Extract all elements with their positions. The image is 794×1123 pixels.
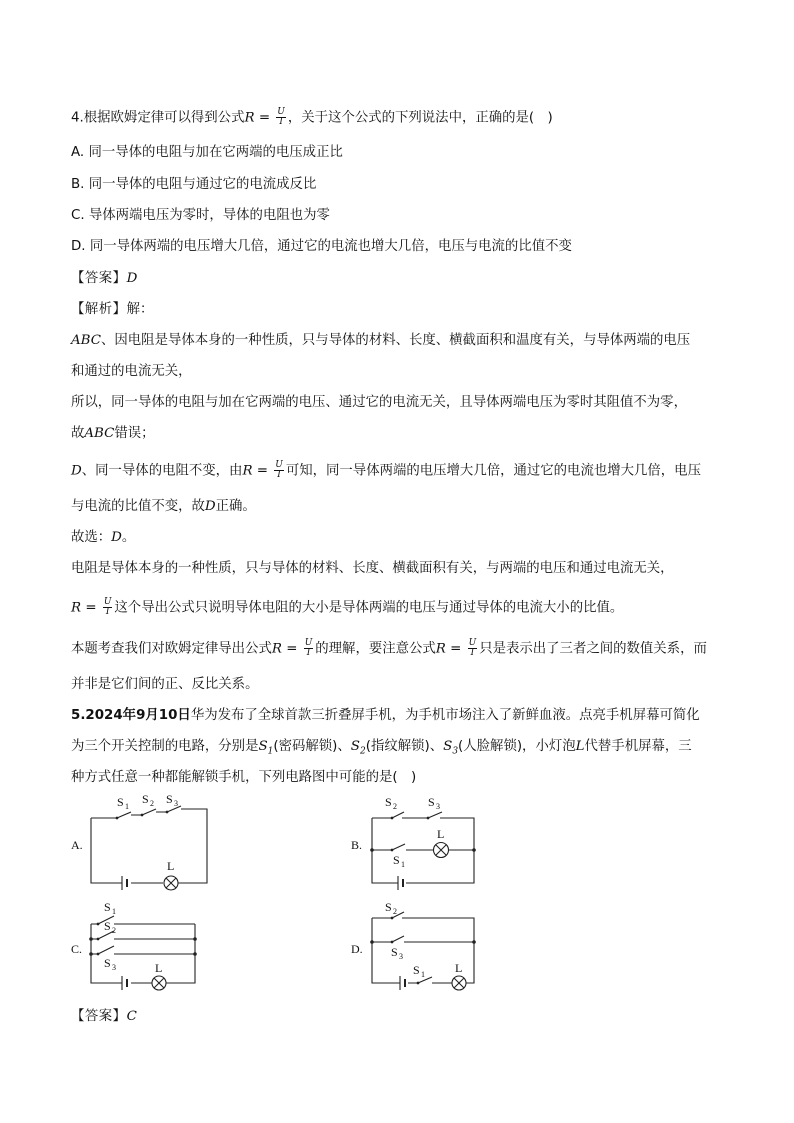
lamp-label: L	[167, 859, 175, 873]
fraction-denominator: I	[277, 470, 281, 480]
analysis-head: 解：	[126, 302, 154, 317]
switch-s2-sub: 2	[359, 746, 366, 757]
answer-value: C	[126, 1009, 137, 1024]
label-s: S	[391, 945, 398, 959]
option-d-label: D.	[351, 942, 363, 956]
formula-R: R	[242, 463, 253, 479]
label-s: S	[104, 956, 111, 970]
formula-R: R	[71, 600, 82, 616]
q5-text: 代替手机屏幕，三	[584, 739, 692, 754]
switch-s2	[142, 809, 156, 815]
fraction-denominator: I	[470, 648, 475, 658]
analysis-line-2: 和通过的电流无关，	[71, 364, 192, 379]
lamp-label: L	[455, 961, 463, 975]
formula-eq: =	[81, 600, 101, 616]
circuit-d	[351, 900, 476, 990]
q5-number: 5.	[71, 708, 86, 723]
label-s: S	[142, 792, 149, 806]
q5-text: 华为发布了全球首款三折叠屏手机，为手机市场注入了新鲜血液。点亮手机屏幕可简化	[190, 708, 700, 723]
label-sub: 3	[399, 952, 403, 961]
analysis-line-3: 所以，同一导体的电阻与加在它两端的电压、通过它的电流无关，且导体两端电压为零时其阻值不为零，	[71, 395, 687, 410]
label-sub: 2	[150, 799, 154, 808]
label-sub: 2	[393, 907, 397, 916]
q5-text: 为三个开关控制的电路，分别是	[71, 739, 259, 754]
fraction-numerator: U	[277, 107, 285, 117]
circuit-b	[351, 795, 476, 890]
label-s: S	[166, 792, 173, 806]
label-sub: 3	[112, 963, 116, 972]
analysis-text: 、同一导体的电阻不变，由	[81, 463, 243, 479]
formula-eq: =	[281, 641, 302, 657]
formula-eq: =	[252, 463, 273, 479]
fraction-numerator: U	[304, 638, 313, 648]
label-s: S	[385, 900, 392, 914]
label-sub: 1	[125, 802, 129, 811]
label-sub: 2	[112, 926, 116, 935]
lamp-icon	[152, 976, 166, 990]
label-s: S	[104, 900, 111, 914]
label-s: S	[104, 919, 111, 933]
formula-R: R	[271, 641, 282, 657]
formula-R: R	[435, 641, 446, 657]
switch-s3	[392, 936, 404, 942]
lamp-icon	[452, 976, 466, 990]
answer-tag: 【答案】	[71, 271, 127, 286]
q4-option-b: B. 同一导体的电阻与通过它的电流成反比	[71, 177, 317, 192]
label-sub: 2	[393, 802, 397, 811]
switch-s3-var: S	[443, 739, 453, 754]
q5-date: 2024年9月10日	[85, 708, 191, 723]
label-s: S	[117, 795, 124, 809]
lamp-var: L	[575, 739, 585, 754]
q5-text: (指纹解锁)、	[365, 739, 444, 754]
switch-s1	[117, 812, 131, 818]
circuit-a-wires	[91, 809, 207, 883]
fraction-denominator: I	[279, 117, 283, 127]
q5-text: (人脸解锁)，小灯泡	[458, 739, 576, 754]
lamp-icon	[434, 843, 449, 858]
label-s: S	[393, 853, 400, 867]
analysis-text: 错误；	[114, 426, 155, 441]
analysis-line-8: 电阻是导体本身的一种性质，只与导体的材料、长度、横截面积有关，与两端的电压和通过电流无关，	[71, 561, 674, 576]
label-s: S	[428, 795, 435, 809]
lamp-label: L	[155, 961, 163, 975]
switch-s1-var: S	[258, 739, 268, 754]
q5-stem-line-3: 种方式任意一种都能解锁手机，下列电路图中可能的是( )	[71, 770, 417, 785]
fraction-denominator: I	[105, 607, 110, 617]
analysis-text: 的理解，要注意公式	[315, 641, 436, 657]
option-b-label: B.	[351, 838, 363, 852]
q4-option-a: A. 同一导体的电阻与加在它两端的电压成正比	[71, 145, 343, 160]
analysis-text: 故选：	[71, 530, 112, 545]
q4-stem-end: ，关于这个公式的下列说法中，正确的是( )	[287, 110, 553, 126]
label-s: S	[413, 963, 420, 977]
switch-s3	[98, 946, 114, 954]
var-d: D	[111, 530, 122, 545]
q4-option-d: D. 同一导体两端的电压增大几倍，通过它的电流也增大几倍，电压与电流的比值不变	[71, 239, 572, 254]
switch-s1	[392, 844, 405, 850]
lamp-icon	[164, 876, 178, 890]
analysis-text: 、因电阻是导体本身的一种性质，只与导体的材料、长度、横截面积和温度有关，与导体两端的电压	[101, 333, 691, 348]
answer-value: D	[126, 271, 138, 286]
label-s: S	[385, 795, 392, 809]
fraction-denominator: I	[306, 648, 311, 658]
analysis-text: 只是表示出了三者之间的数值关系，而	[479, 641, 707, 657]
analysis-text: 这个导出公式只说明导体电阻的大小是导体两端的电压与通过导体的电流大小的比值。	[114, 600, 624, 616]
switch-s2-var: S	[350, 739, 360, 754]
option-c-label: C.	[71, 942, 83, 956]
fraction-numerator: U	[468, 638, 477, 648]
analysis-line-11: 并非是它们间的正、反比关系。	[71, 677, 259, 692]
fraction-numerator: U	[275, 460, 283, 470]
analysis-text: 与电流的比值不变，故	[71, 499, 205, 514]
q4-option-c: C. 导体两端电压为零时，导体的电阻也为零	[71, 208, 330, 223]
answer-tag: 【答案】	[71, 1009, 127, 1024]
lamp-label: L	[437, 827, 445, 841]
formula-eq: =	[254, 110, 275, 126]
circuit-c	[71, 900, 197, 990]
switch-s1-sub: 1	[267, 746, 274, 757]
analysis-text: 本题考查我们对欧姆定律导出公式	[71, 641, 272, 657]
analysis-text: 。	[121, 530, 136, 545]
circuit-a	[71, 792, 207, 890]
var-abc: ABC	[71, 333, 102, 348]
switch-s2	[392, 812, 404, 818]
q5-text: (密码解锁)、	[273, 739, 351, 754]
analysis-text: 故	[71, 426, 85, 441]
fraction-numerator: U	[103, 597, 112, 607]
label-sub: 3	[174, 799, 178, 808]
switch-s3	[428, 812, 442, 818]
analysis-tag: 【解析】	[71, 302, 127, 317]
analysis-text: 可知，同一导体两端的电压增大几倍，通过它的电流也增大几倍，电压	[285, 463, 701, 479]
formula-eq: =	[445, 641, 466, 657]
label-sub: 1	[421, 970, 425, 979]
formula-R: R	[244, 110, 255, 126]
label-sub: 1	[401, 860, 405, 869]
label-sub: 3	[436, 802, 440, 811]
var-d: D	[204, 499, 216, 514]
option-a-label: A.	[71, 838, 83, 852]
q4-stem-text: 4.根据欧姆定律可以得到公式	[71, 110, 245, 126]
circuit-b-wires	[372, 818, 474, 883]
var-abc: ABC	[84, 426, 115, 441]
label-sub: 1	[112, 907, 116, 916]
var-d: D	[71, 463, 82, 479]
q5-answer	[71, 1008, 137, 1026]
analysis-text: 正确。	[215, 499, 256, 514]
switch-s3-sub: 3	[452, 746, 459, 757]
